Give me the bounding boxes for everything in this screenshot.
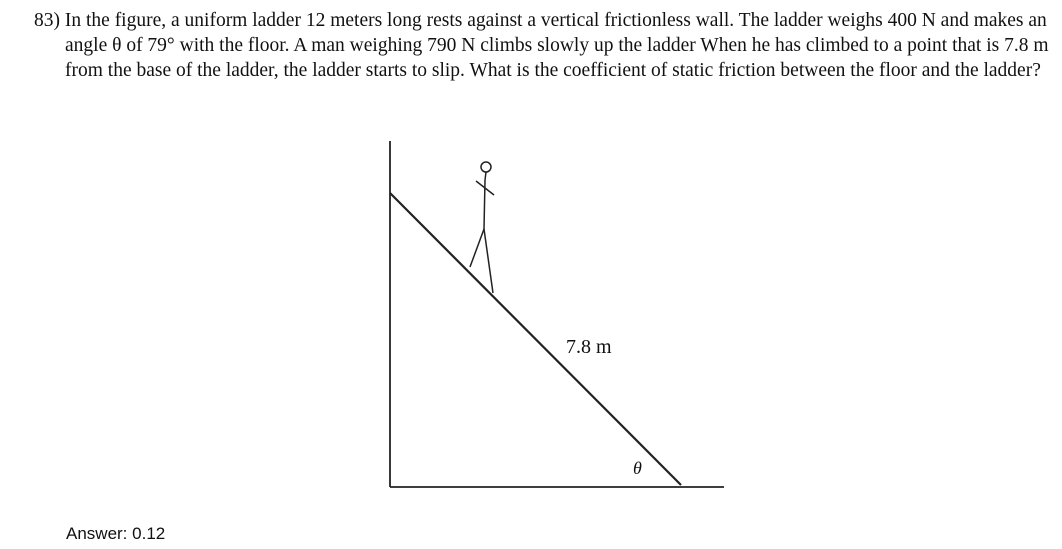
question-text [34,8,1062,83]
man-torso [484,180,485,229]
man-figure [470,162,494,293]
answer [66,524,165,544]
answer-value: 0.12 [132,524,166,543]
man-leg-right [484,229,493,293]
distance-label: 7.8 m [566,336,612,358]
angle-label: θ [633,458,642,478]
man-head [481,162,491,172]
question-number: 83) [34,10,60,31]
ladder-figure [380,135,730,495]
answer-label: Answer: [66,524,128,543]
question-body: In the figure, a uniform ladder 12 meters long rests against a vertical frictionless wall. The ladder weighs 400 N and makes an angle θ of 79° with the floor. A man weighing 790 N climbs slowly up the ladder When he has climbed to a point that is 7.8 m from the base of the ladder, the ladder starts to slip. What is the coefficient of static friction between the floor and the ladder? [64,10,1049,81]
ladder [390,193,681,485]
man-leg-left [470,229,484,267]
man-neck [485,172,486,180]
